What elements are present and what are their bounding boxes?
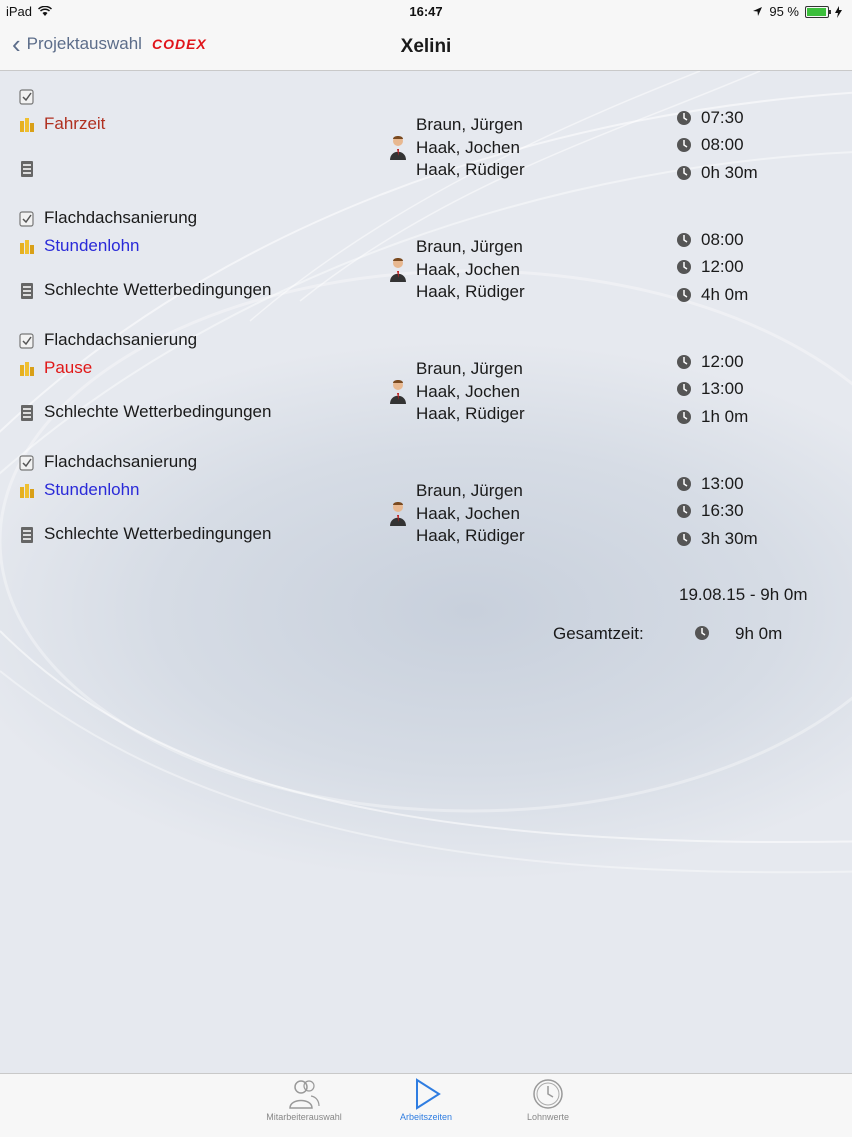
work-type-icon bbox=[18, 482, 36, 500]
clock-icon bbox=[676, 381, 692, 397]
status-time: 16:47 bbox=[409, 4, 443, 19]
back-label: Projektauswahl bbox=[26, 34, 142, 53]
end-time: 16:30 bbox=[701, 501, 744, 520]
note-text: Schlechte Wetterbedingungen bbox=[44, 524, 272, 543]
battery-icon bbox=[805, 6, 829, 18]
worker-icon bbox=[388, 134, 408, 160]
worker-list bbox=[416, 358, 525, 426]
time-entry[interactable] bbox=[0, 452, 852, 574]
project-name: Flachdachsanierung bbox=[44, 208, 198, 227]
start-time: 13:00 bbox=[701, 474, 744, 493]
work-type-label: Pause bbox=[44, 358, 93, 377]
status-bar bbox=[0, 0, 852, 24]
worker-name: Haak, Rüdiger bbox=[416, 282, 525, 301]
start-time: 12:00 bbox=[701, 352, 744, 371]
duration: 1h 0m bbox=[701, 407, 749, 426]
clock-icon bbox=[676, 165, 692, 181]
work-type-label: Fahrzeit bbox=[44, 114, 106, 133]
worker-name: Haak, Rüdiger bbox=[416, 404, 525, 423]
task-check-icon bbox=[18, 88, 36, 106]
work-type-icon bbox=[18, 360, 36, 378]
worker-name: Haak, Jochen bbox=[416, 503, 520, 523]
clock-icon bbox=[676, 476, 692, 492]
worker-name: Haak, Jochen bbox=[416, 259, 520, 279]
battery-percent: 95 % bbox=[769, 4, 799, 19]
worker-icon bbox=[388, 256, 408, 282]
device-label: iPad bbox=[6, 4, 33, 19]
note-text: Schlechte Wetterbedingungen bbox=[44, 402, 272, 421]
time-entries-view bbox=[0, 71, 852, 1073]
start-time: 07:30 bbox=[701, 108, 744, 127]
note-icon bbox=[18, 282, 36, 300]
end-time: 13:00 bbox=[701, 379, 744, 398]
task-check-icon bbox=[18, 210, 36, 228]
play-icon bbox=[409, 1078, 443, 1110]
end-time: 12:00 bbox=[701, 257, 744, 276]
worker-list bbox=[416, 480, 525, 548]
note-icon bbox=[18, 404, 36, 422]
task-check-icon bbox=[18, 454, 36, 472]
clock-icon bbox=[676, 287, 692, 303]
users-icon bbox=[287, 1078, 321, 1110]
worker-name: Braun, Jürgen bbox=[416, 359, 523, 378]
clock-icon bbox=[676, 232, 692, 248]
location-arrow-icon bbox=[752, 6, 763, 17]
page-title: Xelini bbox=[400, 36, 452, 57]
duration: 4h 0m bbox=[701, 285, 749, 304]
navigation-bar bbox=[0, 24, 852, 71]
total-value: 9h 0m bbox=[735, 624, 783, 643]
codex-logo: CODEX bbox=[151, 36, 207, 52]
work-type-icon bbox=[18, 238, 36, 256]
tab-arbeitszeiten[interactable] bbox=[366, 1078, 486, 1122]
worker-list bbox=[416, 114, 525, 182]
time-entry[interactable] bbox=[0, 208, 852, 330]
clock-icon bbox=[676, 503, 692, 519]
note-icon bbox=[18, 160, 36, 178]
clock-icon bbox=[676, 354, 692, 370]
worker-name: Braun, Jürgen bbox=[416, 237, 523, 256]
tab-bar bbox=[0, 1073, 852, 1137]
end-time: 08:00 bbox=[701, 135, 744, 154]
chevron-left-icon: ‹ bbox=[12, 29, 21, 59]
tab-label: Lohnwerte bbox=[526, 1112, 570, 1122]
clock-icon bbox=[676, 409, 692, 425]
project-name: Flachdachsanierung bbox=[44, 452, 198, 471]
total-label: Gesamtzeit: bbox=[553, 624, 644, 643]
worker-name: Haak, Rüdiger bbox=[416, 160, 525, 179]
task-check-icon bbox=[18, 332, 36, 350]
duration: 3h 30m bbox=[701, 529, 758, 548]
tab-label: Mitarbeiterauswahl bbox=[266, 1112, 342, 1122]
clock-icon bbox=[676, 259, 692, 275]
worker-name: Haak, Jochen bbox=[416, 137, 520, 157]
project-name: Flachdachsanierung bbox=[44, 330, 198, 349]
note-icon bbox=[18, 526, 36, 544]
charging-bolt-icon bbox=[835, 6, 842, 18]
clock-icon bbox=[531, 1078, 565, 1110]
time-entry[interactable] bbox=[0, 330, 852, 452]
time-entry[interactable] bbox=[0, 86, 852, 208]
clock-icon bbox=[676, 137, 692, 153]
worker-list bbox=[416, 236, 525, 304]
worker-icon bbox=[388, 378, 408, 404]
work-type-label: Stundenlohn bbox=[44, 236, 140, 255]
work-type-label: Stundenlohn bbox=[44, 480, 140, 499]
clock-icon bbox=[694, 625, 710, 641]
work-type-icon bbox=[18, 116, 36, 134]
tab-label: Arbeitszeiten bbox=[399, 1112, 453, 1122]
day-total: 19.08.15 - 9h 0m bbox=[679, 585, 808, 604]
worker-name: Braun, Jürgen bbox=[416, 115, 523, 134]
clock-icon bbox=[676, 531, 692, 547]
worker-name: Braun, Jürgen bbox=[416, 481, 523, 500]
tab-mitarbeiterauswahl[interactable] bbox=[244, 1078, 364, 1122]
worker-name: Haak, Jochen bbox=[416, 381, 520, 401]
duration: 0h 30m bbox=[701, 163, 758, 182]
note-text: Schlechte Wetterbedingungen bbox=[44, 280, 272, 299]
tab-lohnwerte[interactable] bbox=[488, 1078, 608, 1122]
worker-icon bbox=[388, 500, 408, 526]
worker-name: Haak, Rüdiger bbox=[416, 526, 525, 545]
clock-icon bbox=[676, 110, 692, 126]
start-time: 08:00 bbox=[701, 230, 744, 249]
